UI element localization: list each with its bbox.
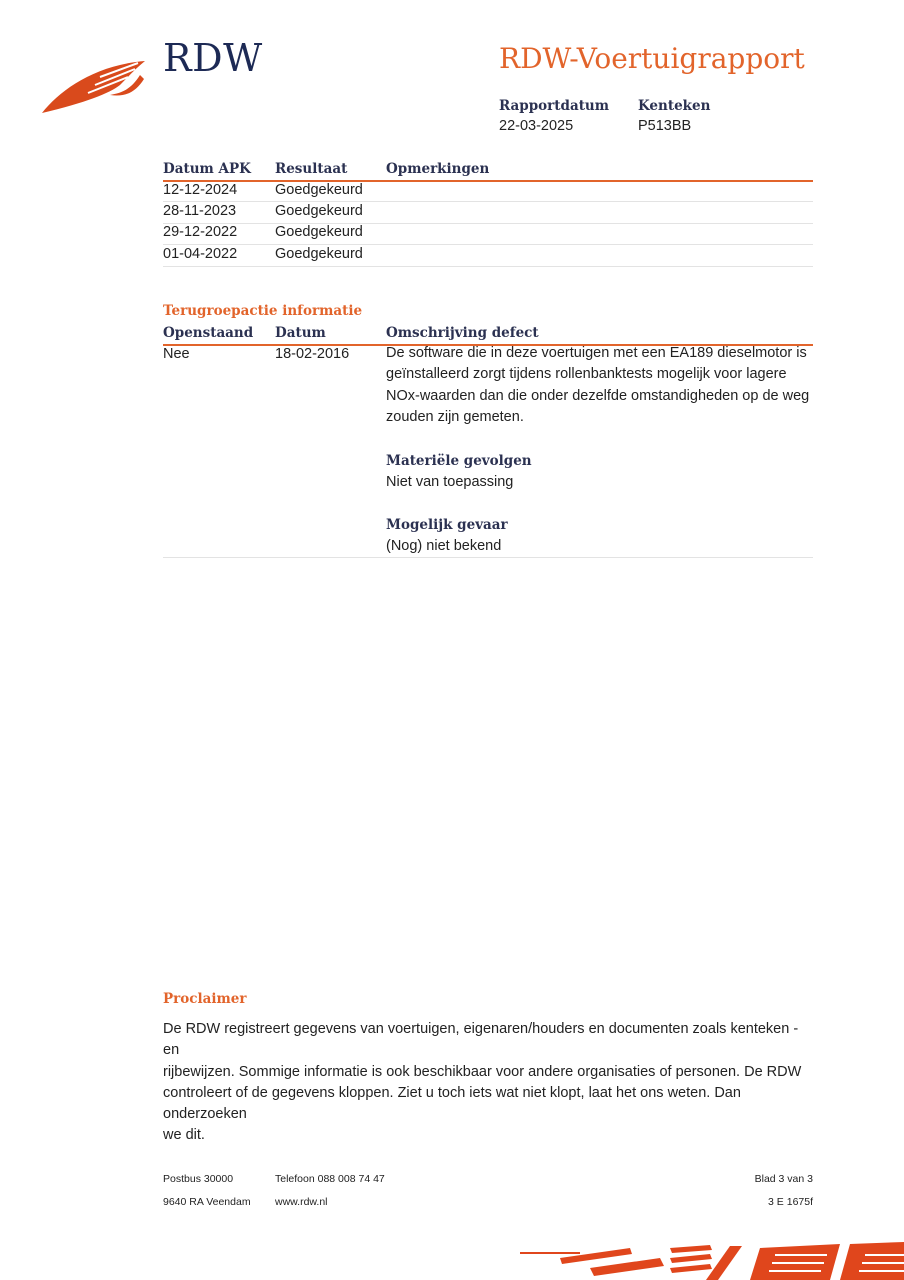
apk-header-resultaat: Resultaat <box>275 161 348 177</box>
recall-datum: 18-02-2016 <box>275 346 350 362</box>
materiele-gevolgen-value: Niet van toepassing <box>386 474 514 490</box>
mogelijk-gevaar-value: (Nog) niet bekend <box>386 538 502 554</box>
row-divider <box>163 266 813 267</box>
proclaimer-text <box>163 1019 808 1147</box>
recall-description <box>386 343 816 428</box>
apk-header-opmerkingen: Opmerkingen <box>386 161 490 177</box>
kenteken-value: P513BB <box>638 118 692 134</box>
report-title: RDW-Voertuigrapport <box>499 42 805 75</box>
description-line: De software die in deze voertuigen met een EA189 dieselmotor is <box>386 345 807 361</box>
apk-row-datum: 29-12-2022 <box>163 224 238 240</box>
apk-row-datum: 01-04-2022 <box>163 246 238 262</box>
mogelijk-gevaar-label: Mogelijk gevaar <box>386 517 508 533</box>
footer-page-number: Blad 3 van 3 <box>754 1173 813 1185</box>
recall-header-openstaand: Openstaand <box>163 325 254 341</box>
apk-row-resultaat: Goedgekeurd <box>275 203 363 219</box>
description-line: geïnstalleerd zorgt tijdens rollenbanktests mogelijk voor lagere <box>386 366 787 383</box>
rapportdatum-label: Rapportdatum <box>499 98 610 114</box>
rdw-logo-text: RDW <box>163 36 263 80</box>
footer-postbus: Postbus 30000 <box>163 1173 234 1185</box>
proclaimer-line: controleert of de gegevens kloppen. Ziet u toch iets wat niet klopt, laat het ons weten. Dan onderzoeken <box>163 1084 741 1123</box>
materiele-gevolgen-label: Materiële gevolgen <box>386 453 532 469</box>
footer-website-link[interactable]: www.rdw.nl <box>275 1196 328 1208</box>
footer-document-code: 3 E 1675f <box>768 1196 813 1208</box>
row-divider <box>163 201 813 202</box>
recall-openstaand: Nee <box>163 346 190 362</box>
kenteken-label: Kenteken <box>638 98 711 114</box>
proclaimer-title: Proclaimer <box>163 991 247 1007</box>
rdw-logo-icon <box>40 55 150 115</box>
apk-row-resultaat: Goedgekeurd <box>275 224 363 240</box>
rapportdatum-value: 22-03-2025 <box>499 118 574 134</box>
decorative-stripes-icon <box>520 1242 904 1280</box>
apk-header-rule <box>163 180 813 182</box>
apk-row-resultaat: Goedgekeurd <box>275 182 363 198</box>
description-line: zouden zijn gemeten. <box>386 408 524 425</box>
apk-row-resultaat: Goedgekeurd <box>275 246 363 262</box>
apk-row-datum: 12-12-2024 <box>163 182 238 198</box>
proclaimer-line: De RDW registreert gegevens van voertuigen, eigenaren/houders en documenten zoals kenteken - en <box>163 1021 799 1059</box>
recall-bottom-rule <box>163 557 813 558</box>
proclaimer-line: rijbewijzen. Sommige informatie is ook beschikbaar voor andere organisaties of personen. De RDW <box>163 1063 802 1080</box>
recall-header-datum: Datum <box>275 325 326 341</box>
row-divider <box>163 223 813 224</box>
recall-header-omschrijving: Omschrijving defect <box>386 325 539 341</box>
footer-plaats: 9640 RA Veendam <box>163 1196 251 1208</box>
row-divider <box>163 244 813 245</box>
apk-row-datum: 28-11-2023 <box>163 203 237 219</box>
footer-telefoon: Telefoon 088 008 74 47 <box>275 1173 385 1185</box>
description-line: NOx-waarden dan die onder dezelfde omstandigheden op de weg <box>386 387 810 404</box>
proclaimer-line: we dit. <box>163 1127 205 1144</box>
apk-header-datum: Datum APK <box>163 161 251 177</box>
recall-title: Terugroepactie informatie <box>163 303 363 319</box>
